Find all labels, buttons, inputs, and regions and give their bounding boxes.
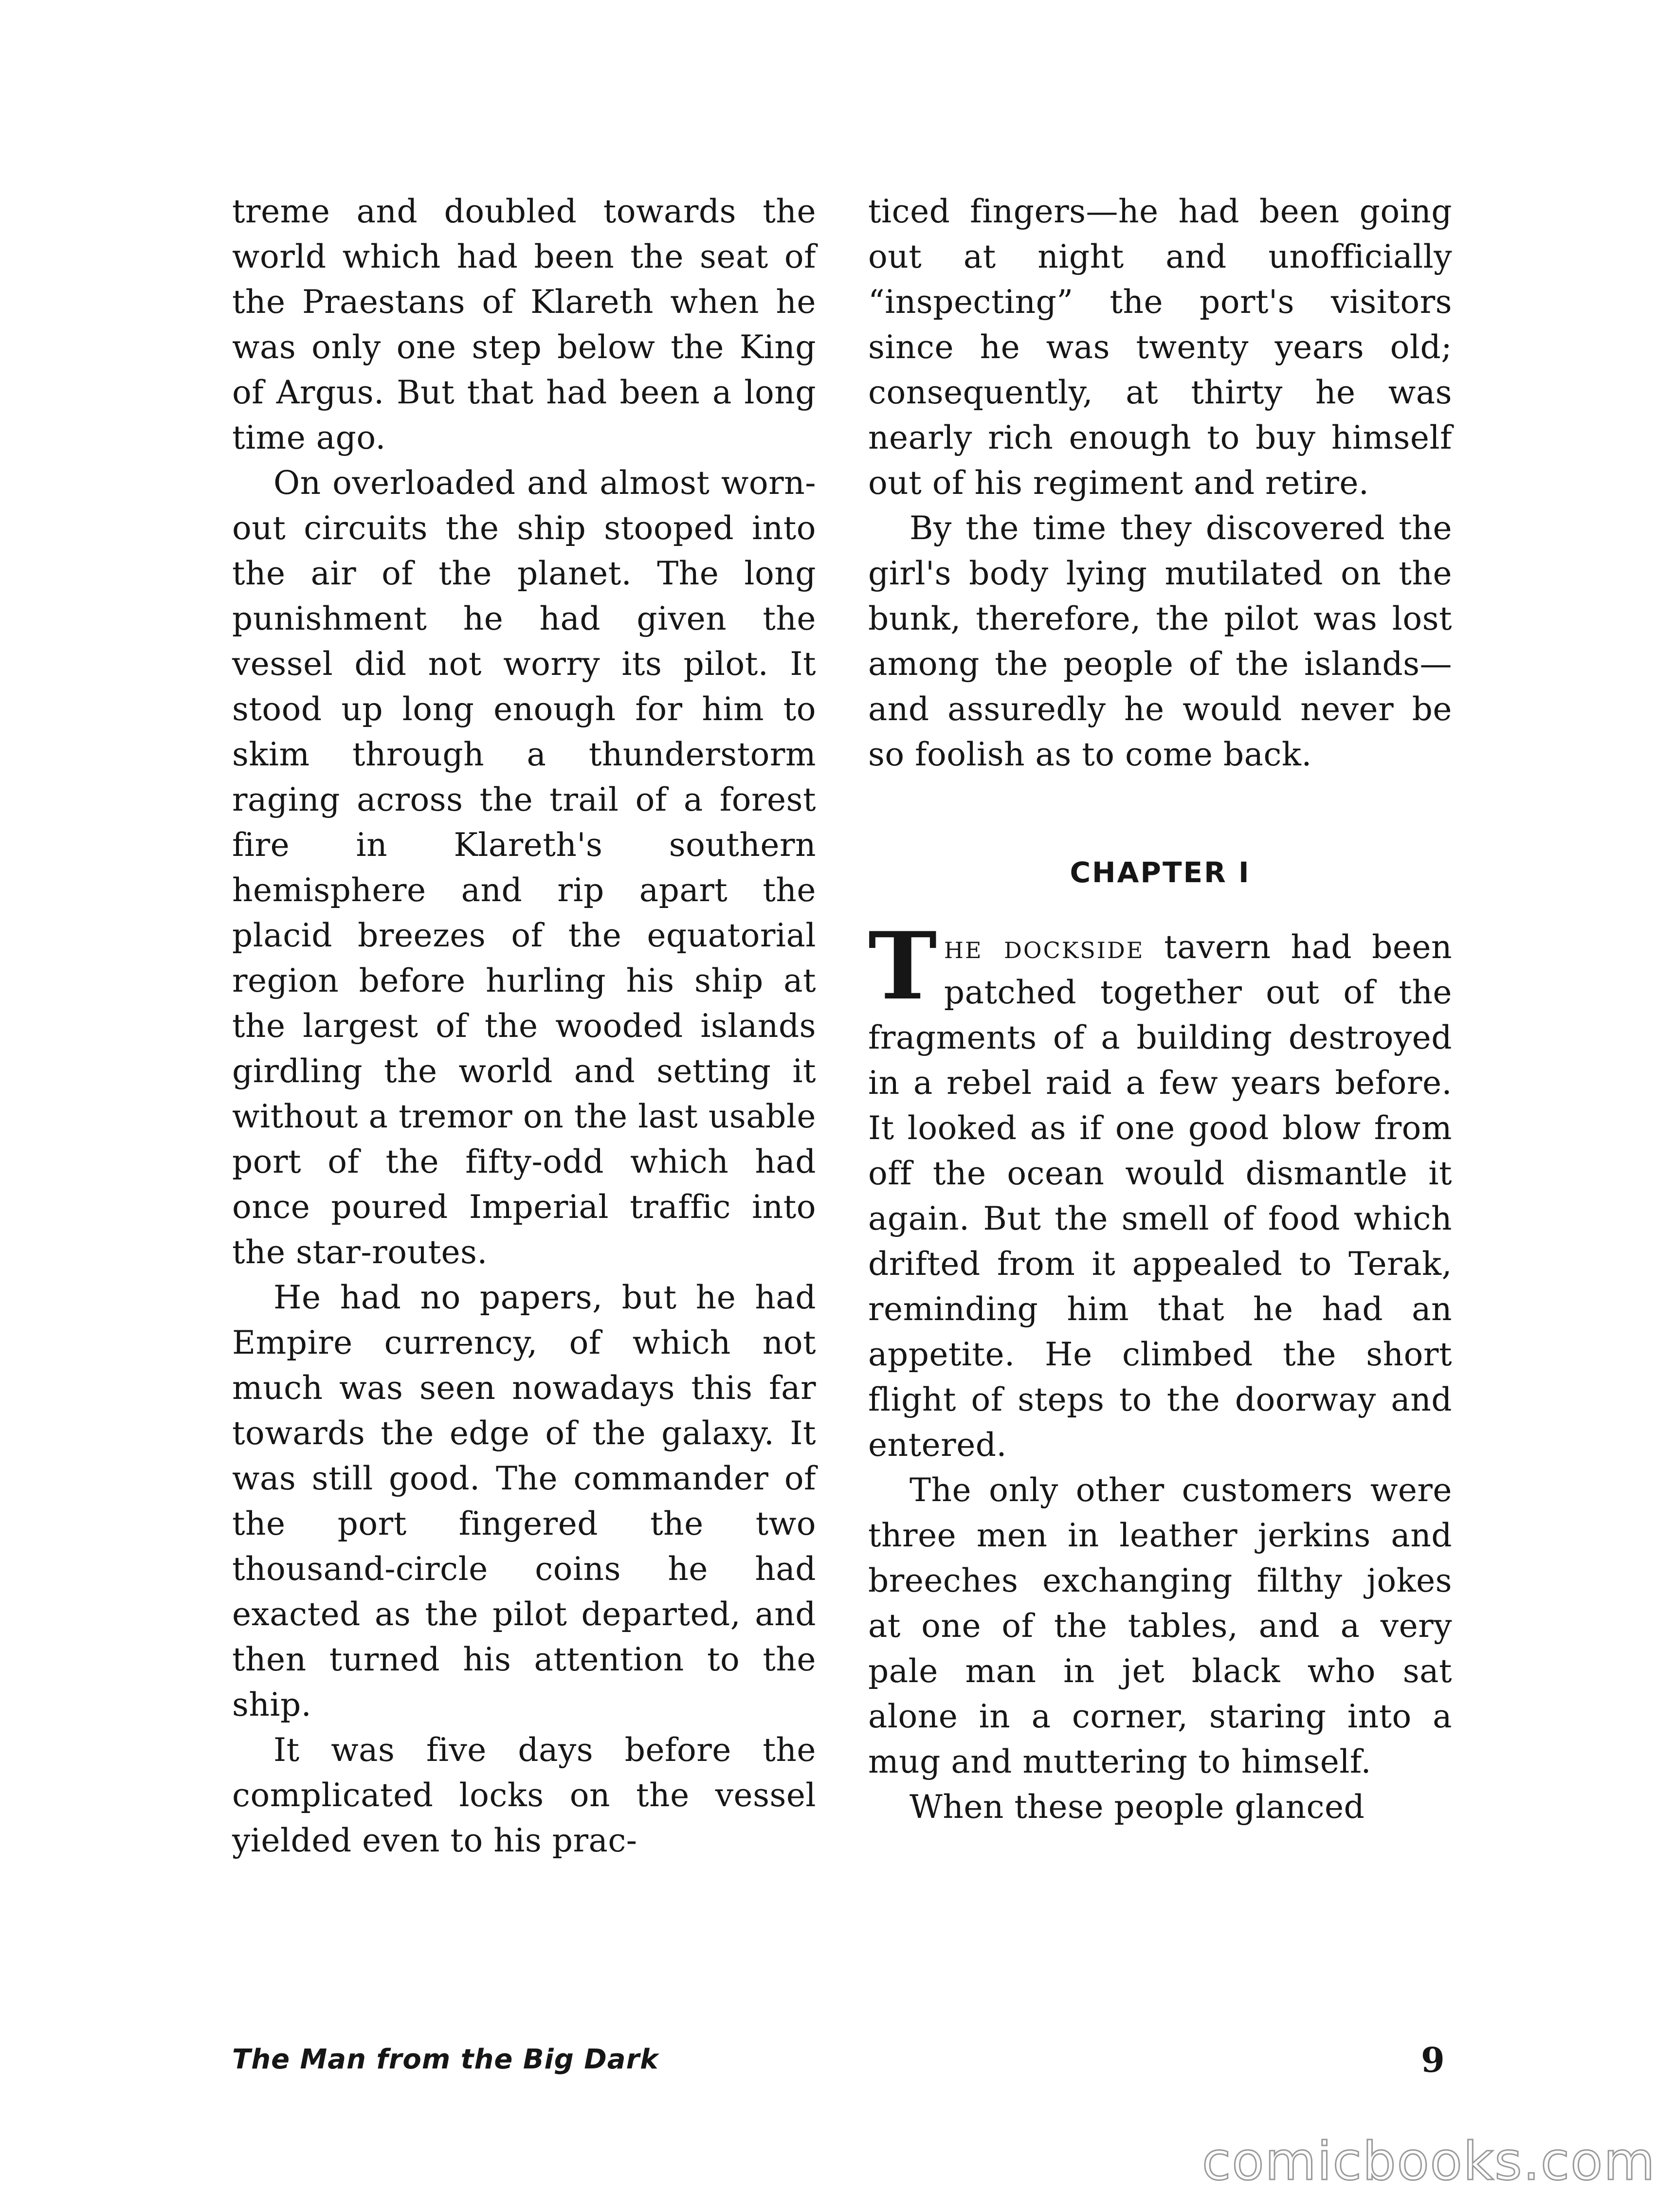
right-text-column	[868, 189, 1452, 1830]
chapter-opening-paragraph	[868, 912, 1452, 1468]
watermark-text: comicbooks.com	[1202, 2131, 1656, 2192]
paragraph: It was five days before the complicated locks on the vessel yielded even to his prac-	[232, 1731, 816, 1859]
paragraph: By the time they discovered the girl's body lying mutilated on the bunk, therefore, the pilot was lost among the people of the islands—and assuredly he would never be so foolish as to come back.	[868, 509, 1452, 773]
paragraph: When these people glanced	[910, 1788, 1365, 1826]
paragraph: ticed fingers—he had been going out at night and unofficially “inspecting” the port's visitors since he was twenty years old; consequently, at thirty he was nearly rich enough to buy himself out of his regiment and retire.	[868, 193, 1452, 502]
small-caps-lead: he dockside	[944, 928, 1145, 966]
chapter-heading: CHAPTER I	[1070, 856, 1251, 889]
chapter-opening-text: tavern had been patched together out of the fragments of a building destroyed in a rebel raid a few years before. It looked as if one good blow from off the ocean would dismantle it again. But the smell of food which drifted from it appealed to Terak, reminding him that he had an appetite. He climbed the short flight of steps to the doorway and entered.	[868, 928, 1452, 1464]
running-footer-title: The Man from the Big Dark	[232, 2044, 659, 2075]
drop-cap: T	[868, 912, 937, 1020]
page-number: 9	[1421, 2040, 1445, 2080]
paragraph: The only other customers were three men in leather jerkins and breeches exchanging filthy jokes at one of the tables, and a very pale man in jet black who sat alone in a corner, staring into a mug and muttering to himself.	[868, 1471, 1452, 1780]
paragraph: He had no papers, but he had Empire currency, of which not much was seen nowadays this far towards the edge of the galaxy. It was still good. The commander of the port fingered the two thousand-circle coins he had exacted as the pilot departed, and then turned his attention to the ship.	[232, 1279, 816, 1723]
left-text-column	[232, 189, 816, 1863]
paragraph: On overloaded and almost worn-out circuits the ship stooped into the air of the planet. The long punishment he had given the vessel did not worry its pilot. It stood up long enough for him to skim through a thunderstorm raging across the trail of a forest fire in Klareth's southern hemisphere and rip apart the placid breezes of the equatorial region before hurling his ship at the largest of the wooded islands girdling the world and setting it without a tremor on the last usable port of the fifty-odd which had once poured Imperial traffic into the star-routes.	[232, 464, 816, 1271]
paragraph: treme and doubled towards the world which had been the seat of the Praestans of Klareth when he was only one step below the King of Argus. But that had been a long time ago.	[232, 193, 816, 456]
